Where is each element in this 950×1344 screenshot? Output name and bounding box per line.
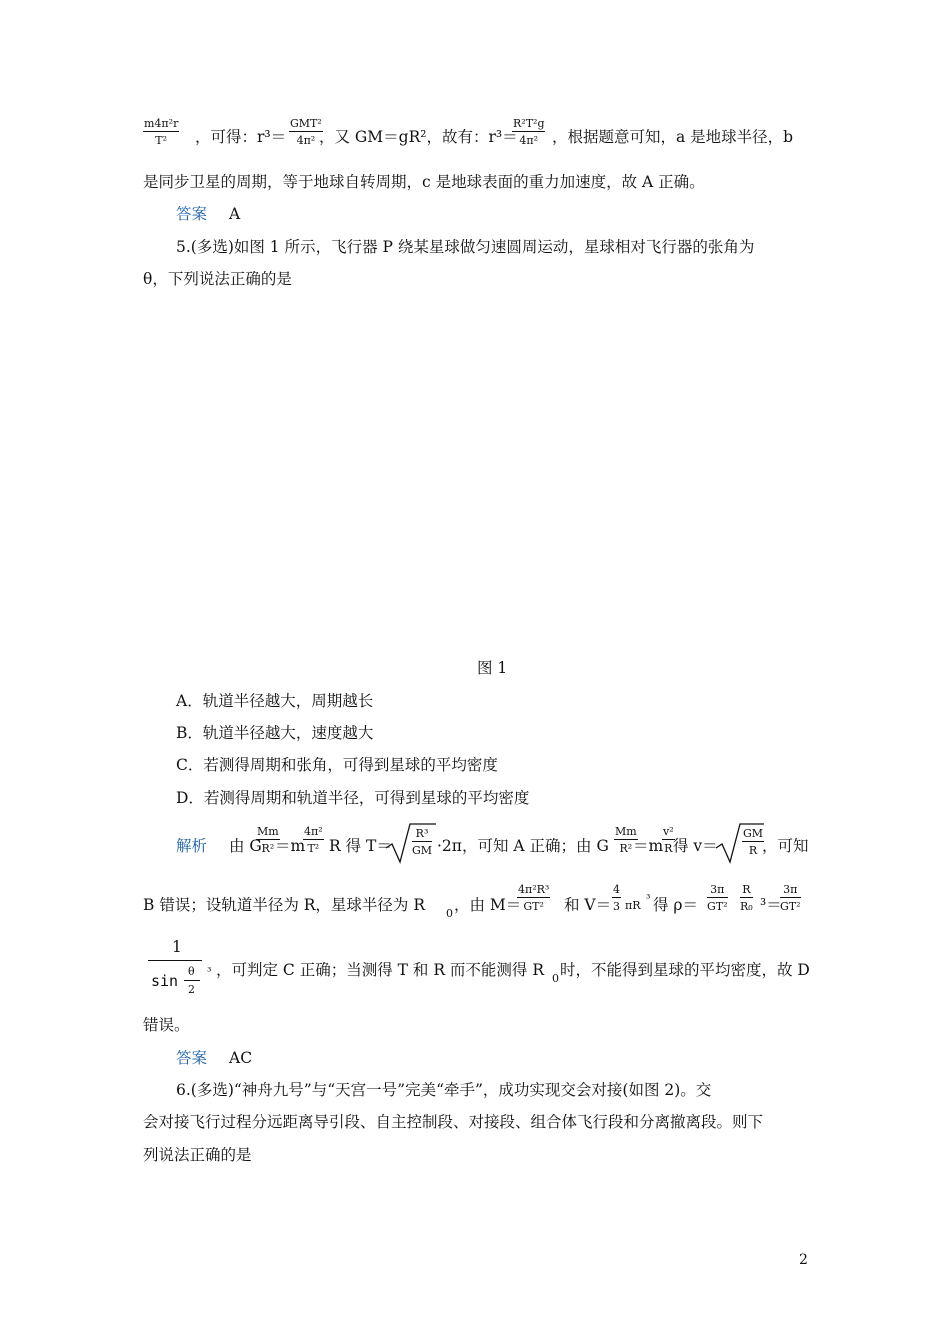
text-run: 由 G bbox=[229, 837, 262, 855]
question-6-line3: 列说法正确的是 bbox=[143, 1146, 252, 1164]
fraction-numerator: 4π² bbox=[304, 825, 323, 838]
option-c: C．若测得周期和张角，可得到星球的平均密度 bbox=[176, 756, 498, 774]
answer-label-text: 答案 bbox=[176, 1049, 208, 1067]
text-run: 和 V＝ bbox=[564, 896, 612, 914]
fraction bbox=[412, 828, 432, 856]
fraction-denominator: R² bbox=[261, 842, 275, 855]
text-run: ＝m bbox=[275, 837, 306, 855]
fraction-denominator: T² bbox=[307, 842, 320, 855]
fraction-denominator: GM bbox=[412, 844, 433, 857]
fraction-denominator: R bbox=[664, 842, 673, 855]
fraction-denominator: GT² bbox=[780, 900, 801, 913]
text-run: ·2π，可知 A 正确；由 G bbox=[437, 837, 609, 855]
paragraph-line: 错误。 bbox=[143, 1016, 190, 1034]
fraction bbox=[740, 884, 753, 912]
text-run: ，可得：r³＝ bbox=[195, 128, 287, 146]
fraction-numerator: 4 bbox=[613, 883, 620, 896]
fraction-numerator: m4π²r bbox=[144, 117, 179, 130]
text-run: ，可判定 C 正确；当测得 T 和 R 而不能测得 R bbox=[216, 961, 545, 979]
paragraph-line: 是同步卫星的周期，等于地球自转周期，c 是地球表面的重力加速度，故 A 正确。 bbox=[143, 173, 705, 191]
fraction-2 bbox=[289, 118, 323, 146]
fraction-numerator: R³ bbox=[412, 828, 432, 842]
answer-value: A bbox=[229, 205, 241, 223]
analysis-label: 解析 bbox=[176, 837, 208, 855]
option-a: A．轨道半径越大，周期越长 bbox=[176, 692, 374, 710]
superscript: ³ bbox=[646, 892, 651, 905]
text-run: R 得 T＝ bbox=[329, 837, 392, 855]
fraction bbox=[780, 884, 801, 912]
text-run: ＝m bbox=[633, 837, 664, 855]
fraction-denominator: R² bbox=[619, 842, 633, 855]
fraction-numerator: v² bbox=[663, 825, 674, 838]
question-5-line2: θ，下列说法正确的是 bbox=[143, 270, 292, 288]
fraction-numerator: Mm bbox=[615, 825, 637, 838]
fraction bbox=[742, 828, 764, 856]
page-number: 2 bbox=[799, 1252, 808, 1268]
superscript: ³ bbox=[207, 965, 212, 978]
fraction-denominator: R bbox=[748, 844, 758, 857]
text-run: ，由 M＝ bbox=[454, 896, 522, 914]
text-run: 得 ρ＝ bbox=[653, 896, 699, 914]
fraction-denominator: 2 bbox=[188, 983, 195, 996]
question-6-line1: 6.(多选)“神舟九号”与“天宫一号”完美“牵手”，成功实现交会对接(如图 2)。交 bbox=[176, 1081, 712, 1099]
text-run: ³＝ bbox=[760, 896, 782, 914]
answer-value: AC bbox=[229, 1049, 253, 1067]
fraction-bar bbox=[184, 980, 200, 981]
text-run: ，又 GM＝gR²，故有：r³＝ bbox=[319, 128, 518, 146]
subscript: 0 bbox=[446, 907, 453, 920]
fraction bbox=[517, 884, 550, 912]
fraction-1 bbox=[143, 118, 179, 146]
answer-label bbox=[176, 207, 240, 223]
answer-label bbox=[176, 1051, 252, 1067]
fraction-denominator: GT² bbox=[707, 900, 728, 913]
fraction-denominator: R₀ bbox=[740, 900, 753, 913]
fraction-numerator: R bbox=[740, 884, 753, 898]
fraction-numerator: GMT² bbox=[290, 117, 322, 130]
text-run: ，根据题意可知，a 是地球半径，b bbox=[552, 128, 794, 146]
fraction-numerator: 1 bbox=[172, 938, 182, 956]
answer-label-text: 答案 bbox=[176, 205, 208, 223]
square-root bbox=[716, 822, 764, 864]
fraction bbox=[707, 884, 728, 912]
fraction-numerator: R²T²g bbox=[513, 117, 545, 130]
theta-symbol: θ bbox=[188, 965, 195, 978]
fraction bbox=[303, 826, 324, 854]
question-5-line1: 5.(多选)如图 1 所示，飞行器 P 绕某星球做匀速圆周运动，星球相对飞行器的张角为 bbox=[176, 238, 755, 256]
fraction-numerator: 4π²R³ bbox=[518, 883, 550, 896]
fraction-numerator: GM bbox=[743, 827, 764, 840]
fraction-denominator: T² bbox=[155, 134, 168, 147]
text-run: ，可知 bbox=[762, 837, 809, 855]
option-b: B．轨道半径越大，速度越大 bbox=[176, 724, 374, 742]
fraction-denominator: GT² bbox=[523, 900, 544, 913]
text-run: B 错误；设轨道半径为 R，星球半径为 R bbox=[143, 896, 426, 914]
fraction-3 bbox=[512, 118, 545, 146]
text-run: πR bbox=[625, 899, 641, 912]
fraction-denominator: 4π² bbox=[296, 134, 316, 147]
fraction-numerator: 3π bbox=[780, 884, 801, 898]
text-run: 得 v＝ bbox=[673, 837, 718, 855]
fraction-numerator: 3π bbox=[707, 884, 728, 898]
subscript: 0 bbox=[552, 972, 559, 985]
text-run: 时，不能得到星球的平均密度，故 D bbox=[560, 961, 810, 979]
fraction-denominator: 3 bbox=[613, 900, 620, 913]
square-root bbox=[386, 822, 436, 864]
fraction-denominator: 4π² bbox=[519, 134, 539, 147]
option-d: D．若测得周期和轨道半径，可得到星球的平均密度 bbox=[176, 789, 530, 807]
question-6-line2: 会对接飞行过程分远距离导引段、自主控制段、对接段、组合体飞行段和分离撤离段。则下 bbox=[143, 1113, 764, 1131]
fraction bbox=[612, 884, 621, 912]
fraction-numerator: Mm bbox=[257, 825, 279, 838]
figure-caption: 图 1 bbox=[477, 659, 508, 677]
fraction-bar bbox=[148, 960, 202, 961]
sin-function: sin bbox=[151, 972, 179, 990]
